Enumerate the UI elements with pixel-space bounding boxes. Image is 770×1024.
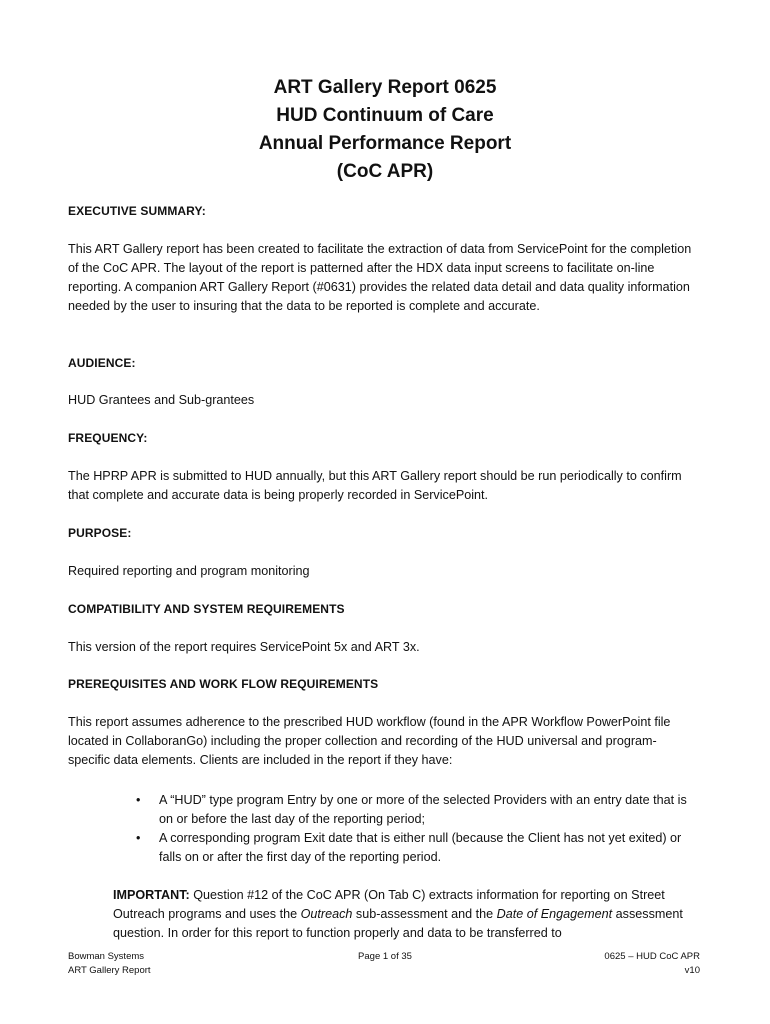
compatibility-heading: COMPATIBILITY AND SYSTEM REQUIREMENTS	[68, 602, 345, 616]
executive-summary-heading: EXECUTIVE SUMMARY:	[68, 204, 206, 218]
footer-company: Bowman Systems	[68, 951, 145, 962]
list-item	[132, 791, 692, 829]
list-item	[132, 829, 692, 867]
frequency-heading: FREQUENCY:	[68, 431, 148, 445]
compatibility-text: This version of the report requires ServicePoint 5x and ART 3x.	[68, 640, 420, 654]
important-emphasis-outreach: Outreach	[300, 907, 353, 921]
important-emphasis-date-of-engagement: Date of Engagement	[496, 907, 613, 921]
important-text-part-1: Question #12 of the CoC APR (On Tab C) extracts information for reporting on Street Outreach programs and uses the	[113, 888, 665, 921]
title-line-2: HUD Continuum of Care	[276, 105, 494, 126]
title-line-1: ART Gallery Report 0625	[273, 77, 497, 98]
important-note	[113, 886, 703, 943]
prerequisites-bullet-list	[132, 791, 692, 867]
footer-report-name: ART Gallery Report	[68, 965, 151, 976]
bullet-text: A “HUD” type program Entry by one or more of the selected Providers with an entry date that is on or before the last day of the reporting period;	[159, 793, 687, 826]
important-label: IMPORTANT:	[113, 888, 190, 902]
prerequisites-heading: PREREQUISITES AND WORK FLOW REQUIREMENTS	[68, 677, 379, 691]
page-number: Page 1 of 35	[358, 951, 412, 962]
prerequisites-text: This report assumes adherence to the prescribed HUD workflow (found in the APR Workflow PowerPoint file located in CollaboranGo) including the proper collection and recording of the HUD universal and program-specific data elements. Clients are included in the report if they have:	[68, 715, 671, 767]
footer-version: v10	[684, 965, 700, 976]
important-text-part-2: sub-assessment and the	[352, 907, 497, 921]
important-text-part-3: assessment question. In order for this report to function properly and data to be transferred to	[113, 907, 683, 940]
audience-heading: AUDIENCE:	[68, 356, 136, 370]
bullet-icon: •	[136, 831, 141, 845]
frequency-text: The HPRP APR is submitted to HUD annually, but this ART Gallery report should be run periodically to confirm that complete and accurate data is being properly recorded in ServicePoint.	[68, 469, 682, 502]
audience-text: HUD Grantees and Sub-grantees	[68, 393, 255, 407]
purpose-heading: PURPOSE:	[68, 526, 132, 540]
footer-right	[604, 950, 700, 978]
purpose-text: Required reporting and program monitoring	[68, 564, 310, 578]
footer-report-id: 0625 – HUD CoC APR	[604, 951, 700, 962]
bullet-text: A corresponding program Exit date that is either null (because the Client has not yet exited) or falls on or after the first day of the reporting period.	[159, 831, 682, 864]
title-line-4: (CoC APR)	[336, 161, 434, 182]
bullet-icon: •	[136, 793, 141, 807]
title-line-3: Annual Performance Report	[258, 133, 512, 154]
executive-summary-text: This ART Gallery report has been created to facilitate the extraction of data from ServicePoint for the completion of the CoC APR. The layout of the report is patterned after the HDX data input screens to facilitate on-line reporting. A companion ART Gallery Report (#0631) provides the related data detail and data quality information needed by the user to insuring that the data to be reported is complete and accurate.	[68, 242, 692, 313]
document-title	[0, 74, 770, 186]
